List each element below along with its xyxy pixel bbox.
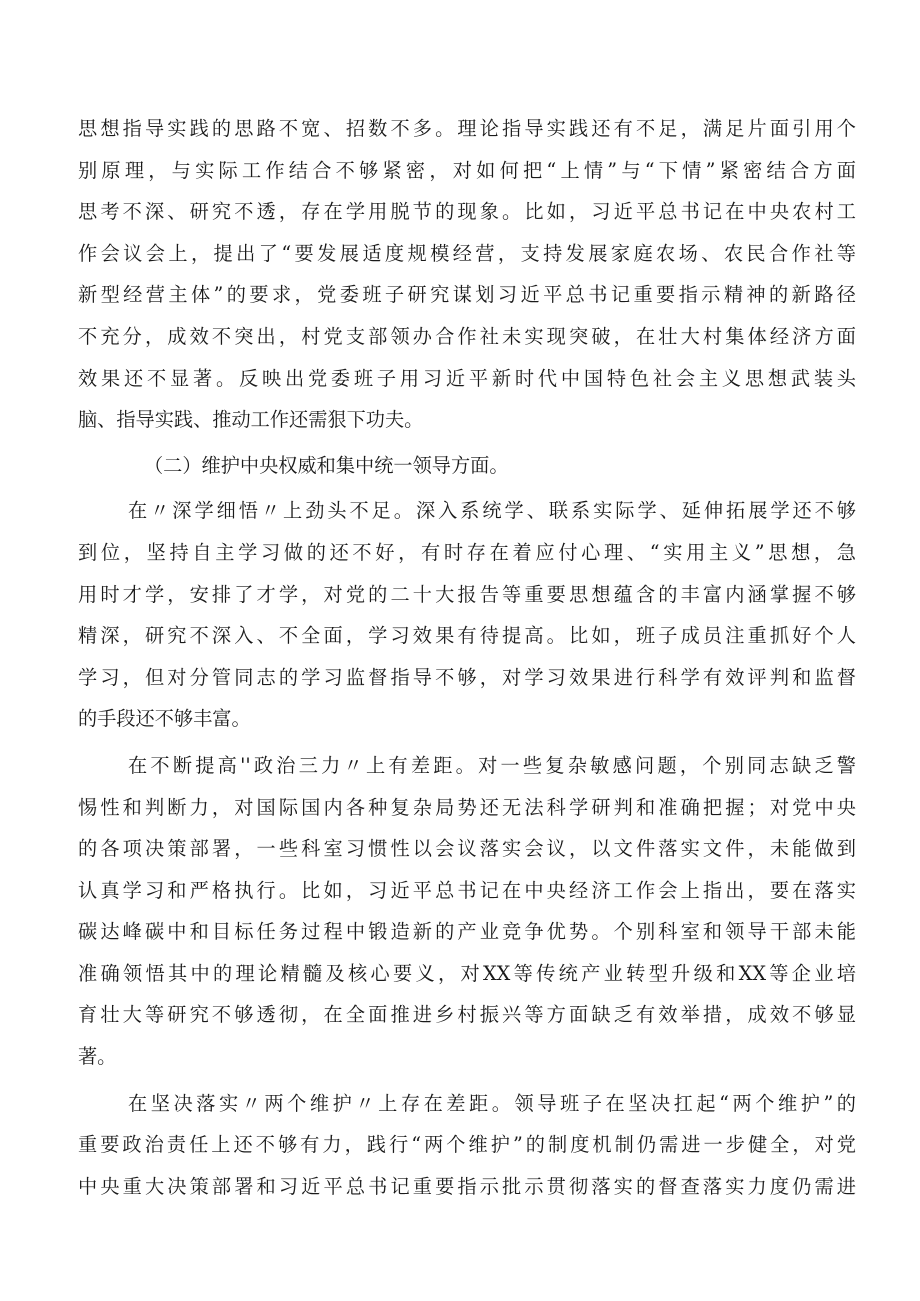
text-line: 别原理，与实际工作结合不够紧密，对如何把“上情”与“下情”紧密结合方面: [78, 158, 856, 182]
text-line: 思考不深、研究不透，存在学用脱节的现象。比如，习近平总书记在中央农村工: [78, 200, 856, 224]
text-line: 准确领悟其中的理论精髓及核心要义，对XX等传统产业转型升级和XX等企业培: [78, 961, 856, 985]
text-line: 认真学习和严格执行。比如，习近平总书记在中央经济工作会上指出，要在落实: [78, 878, 856, 902]
text-line: 的各项决策部署，一些科室习惯性以会议落实会议，以文件落实文件，未能做到: [78, 837, 856, 861]
document-page: [78, 108, 856, 1207]
text-line: 思想指导实践的思路不宽、招数不多。理论指导实践还有不足，满足片面引用个: [78, 117, 856, 140]
text-line: 惕性和判断力，对国际国内各种复杂局势还无法科学研判和准确把握；对党中央: [78, 795, 856, 819]
text-line: 重要政治责任上还不够有力，践行“两个维护”的制度机制仍需进一步健全，对党: [78, 1133, 856, 1157]
text-line: 到位，坚持自主学习做的还不好，有时存在着应付心理、“实用主义”思想，急: [78, 540, 856, 564]
text-line: 精深，研究不深入、不全面，学习效果有待提高。比如，班子成员注重抓好个人: [78, 624, 856, 648]
paragraph-2: [78, 490, 856, 740]
paragraph-1: [78, 108, 856, 441]
text-line: 脑、指导实践、推动工作还需狠下功夫。: [78, 408, 424, 432]
text-line: 用时才学，安排了才学，对党的二十大报告等重要思想蕴含的丰富内涵掌握不够: [78, 582, 856, 606]
text-line: 在坚决落实〃两个维护〃上存在差距。领导班子在坚决扛起“两个维护”的: [128, 1091, 856, 1115]
text-line: 不充分，成效不突出，村党支部领办合作社未实现突破，在壮大村集体经济方面: [78, 324, 856, 348]
text-line: 在〃深学细悟〃上劲头不足。深入系统学、联系实际学、延伸拓展学还不够: [128, 499, 856, 523]
text-line: 在不断提高''政治三力〃上有差距。对一些复杂敏感问题，个别同志缺乏警: [128, 753, 856, 777]
text-line: 碳达峰碳中和目标任务过程中锻造新的产业竞争优势。个别科室和领导干部未能: [78, 920, 856, 944]
text-line: 育壮大等研究不够透彻，在全面推进乡村振兴等方面缺乏有效举措，成效不够显: [78, 1003, 856, 1027]
text-line: 学习，但对分管同志的学习监督指导不够，对学习效果进行科学有效评判和监督: [78, 665, 856, 689]
section-heading: [78, 445, 856, 487]
text-line: 新型经营主体”的要求，党委班子研究谋划习近平总书记重要指示精神的新路径: [78, 283, 856, 307]
text-line: 的手段还不够丰富。: [78, 707, 251, 731]
text-line: 效果还不显著。反映出党委班子用习近平新时代中国特色社会主义思想武装头: [78, 366, 856, 390]
heading-text: （二）维护中央权威和集中统一领导方面。: [144, 453, 509, 477]
text-line: 著。: [78, 1045, 117, 1069]
paragraph-3: [78, 745, 856, 1078]
text-line: 中央重大决策部署和习近平总书记重要指示批示贯彻落实的督查落实力度仍需进: [78, 1174, 856, 1198]
text-line: 作会议会上，提出了“要发展适度规模经营，支持发展家庭农场、农民合作社等: [78, 241, 856, 265]
paragraph-4: [78, 1083, 856, 1208]
